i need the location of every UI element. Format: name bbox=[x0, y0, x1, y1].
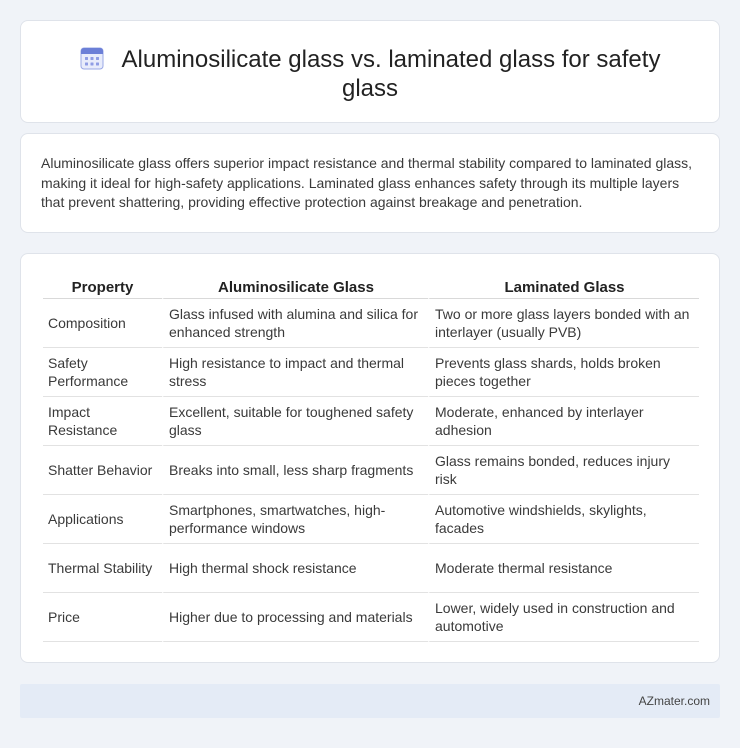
calendar-icon bbox=[80, 46, 104, 70]
table-row bbox=[43, 397, 699, 446]
property-cell: Applications bbox=[43, 495, 162, 544]
property-cell: Impact Resistance bbox=[43, 397, 162, 446]
laminated-cell: Moderate thermal resistance bbox=[428, 544, 699, 593]
property-cell: Thermal Stability bbox=[43, 544, 162, 593]
laminated-cell: Prevents glass shards, holds broken pieces together bbox=[428, 348, 699, 397]
aluminosilicate-cell: High resistance to impact and thermal stress bbox=[162, 348, 428, 397]
aluminosilicate-cell: High thermal shock resistance bbox=[162, 544, 428, 593]
laminated-cell: Lower, widely used in construction and automotive bbox=[428, 593, 699, 642]
table-row bbox=[43, 495, 699, 544]
table-row bbox=[43, 299, 699, 348]
aluminosilicate-cell: Excellent, suitable for toughened safety glass bbox=[162, 397, 428, 446]
table-row bbox=[43, 446, 699, 495]
aluminosilicate-cell: Higher due to processing and materials bbox=[162, 593, 428, 642]
title-card bbox=[20, 20, 720, 123]
property-cell: Composition bbox=[43, 299, 162, 348]
laminated-cell: Two or more glass layers bonded with an interlayer (usually PVB) bbox=[428, 299, 699, 348]
aluminosilicate-cell: Glass infused with alumina and silica for enhanced strength bbox=[162, 299, 428, 348]
summary-text: Aluminosilicate glass offers superior impact resistance and thermal stability compared to laminated glass, making it ideal for high-safety applications. Laminated glass enhances safety through its multiple layers that prevent shattering, providing effective protection against breakage and penetration. bbox=[41, 155, 693, 210]
page-title-wrap bbox=[21, 45, 719, 103]
laminated-cell: Glass remains bonded, reduces injury risk bbox=[428, 446, 699, 495]
laminated-cell: Automotive windshields, skylights, facades bbox=[428, 495, 699, 544]
aluminosilicate-cell: Breaks into small, less sharp fragments bbox=[162, 446, 428, 495]
page-title: Aluminosilicate glass vs. laminated glass for safety glass bbox=[121, 46, 661, 102]
table-row bbox=[43, 348, 699, 397]
header-aluminosilicate: Aluminosilicate Glass bbox=[162, 276, 428, 299]
table-header-row bbox=[43, 276, 699, 299]
summary-card bbox=[20, 133, 720, 233]
table-row bbox=[43, 593, 699, 642]
aluminosilicate-cell: Smartphones, smartwatches, high-performance windows bbox=[162, 495, 428, 544]
comparison-card bbox=[20, 253, 720, 663]
property-cell: Price bbox=[43, 593, 162, 642]
comparison-table bbox=[43, 276, 699, 642]
property-cell: Shatter Behavior bbox=[43, 446, 162, 495]
table-row bbox=[43, 544, 699, 593]
header-property: Property bbox=[43, 276, 162, 299]
footer-bar bbox=[20, 684, 720, 718]
footer-brand[interactable]: AZmater.com bbox=[638, 694, 710, 708]
header-laminated: Laminated Glass bbox=[428, 276, 699, 299]
laminated-cell: Moderate, enhanced by interlayer adhesion bbox=[428, 397, 699, 446]
property-cell: Safety Performance bbox=[43, 348, 162, 397]
